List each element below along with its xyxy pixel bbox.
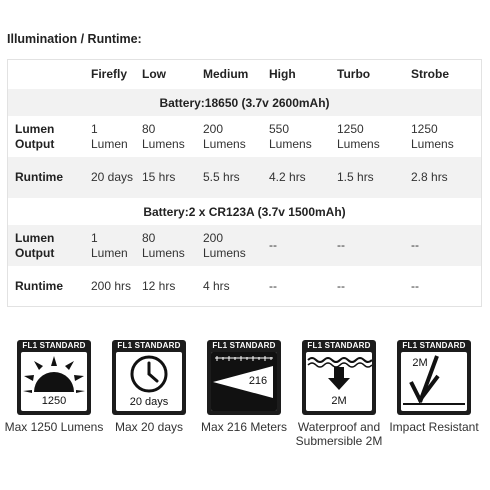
- battery-section-title: Battery:2 x CR123A (3.7v 1500mAh): [143, 204, 346, 219]
- table-cell: 5.5 hrs: [203, 170, 240, 184]
- table-cell: --: [411, 278, 419, 293]
- table-cell: --: [411, 238, 419, 252]
- badge-caption: Max 1250 Lumens: [4, 420, 104, 434]
- table-cell: --: [269, 238, 277, 252]
- fl1-standard-label: FL1 STANDARD: [117, 341, 181, 350]
- table-cell: 1 Lumen: [91, 121, 128, 151]
- fl1-badges: [0, 330, 490, 470]
- table-cell: 200 Lumens: [203, 121, 246, 151]
- table-cell: 4.2 hrs: [269, 170, 306, 184]
- table-cell: 80 Lumens: [142, 230, 185, 260]
- row-label: Lumen Output: [15, 230, 55, 260]
- fl1-badge-runtime: [112, 340, 186, 415]
- badge-value: 2M: [331, 395, 347, 407]
- badge-value: 216: [248, 375, 268, 387]
- table-cell: 1 Lumen: [91, 230, 128, 260]
- page-title: Illumination / Runtime:: [7, 32, 142, 46]
- badge-caption: Impact Resistant: [389, 420, 479, 434]
- column-header-firefly: Firefly: [91, 67, 128, 81]
- table-header-row: [8, 60, 481, 89]
- table-cell: 15 hrs: [142, 170, 176, 184]
- table-cell: 4 hrs: [203, 278, 230, 293]
- table-cell: 20 days: [91, 170, 134, 184]
- fl1-badge-light-output: [17, 340, 91, 415]
- row-label: Runtime: [15, 278, 63, 293]
- column-header-medium: Medium: [203, 67, 249, 81]
- table-cell: 1250 Lumens: [411, 121, 454, 151]
- fl1-badge-impact: [397, 340, 471, 415]
- table-cell: 12 hrs: [142, 278, 176, 293]
- column-header-strobe: Strobe: [411, 67, 450, 81]
- table-cell: 200 Lumens: [203, 230, 246, 260]
- badge-caption: Waterproof and Submersible 2M: [295, 420, 383, 448]
- fl1-badge-waterproof: [302, 340, 376, 415]
- fl1-standard-label: FL1 STANDARD: [402, 341, 466, 350]
- badge-caption: Max 216 Meters: [200, 420, 288, 434]
- table-cell: --: [337, 278, 345, 293]
- badge-value: 20 days: [129, 396, 169, 408]
- table-row: [8, 157, 481, 198]
- table-cell: --: [269, 278, 277, 293]
- table-row: [8, 266, 481, 306]
- table-cell: --: [337, 238, 345, 252]
- table-row: [8, 225, 481, 266]
- fl1-standard-label: FL1 STANDARD: [307, 341, 371, 350]
- spec-table: [7, 59, 482, 307]
- table-cell: 1.5 hrs: [337, 170, 374, 184]
- row-label: Lumen Output: [15, 121, 55, 151]
- fl1-standard-label: FL1 STANDARD: [212, 341, 276, 350]
- fl1-standard-label: FL1 STANDARD: [22, 341, 86, 350]
- table-cell: 1250 Lumens: [337, 121, 380, 151]
- battery-section-header: [8, 198, 481, 225]
- column-header-low: Low: [142, 67, 166, 81]
- table-row: [8, 116, 481, 157]
- table-cell: 550 Lumens: [269, 121, 312, 151]
- badge-value: 1250: [41, 395, 67, 407]
- battery-section-title: Battery:18650 (3.7v 2600mAh): [159, 95, 330, 110]
- battery-section-header: [8, 89, 481, 116]
- column-header-turbo: Turbo: [337, 67, 371, 81]
- table-cell: 2.8 hrs: [411, 170, 448, 184]
- table-cell: 80 Lumens: [142, 121, 185, 151]
- row-label: Runtime: [15, 170, 63, 184]
- badge-caption: Max 20 days: [114, 420, 184, 434]
- table-cell: 200 hrs: [91, 278, 132, 293]
- fl1-badge-beam-distance: [207, 340, 281, 415]
- column-header-high: High: [269, 67, 296, 81]
- badge-value: 2M: [412, 357, 428, 369]
